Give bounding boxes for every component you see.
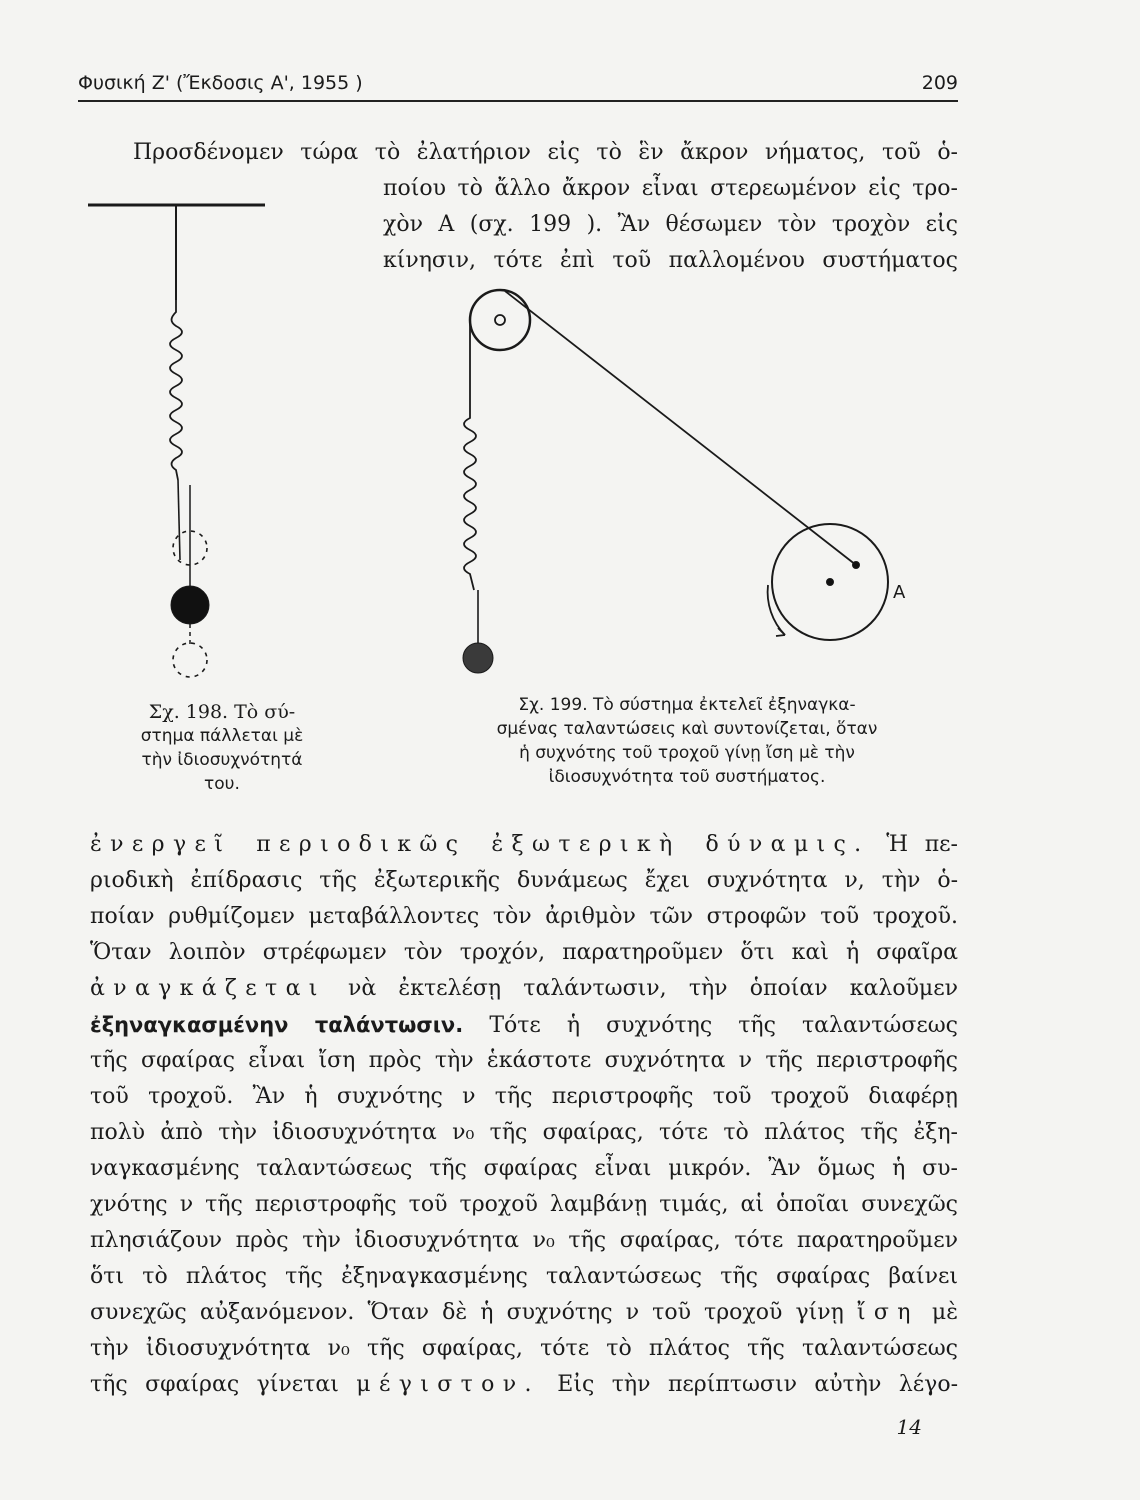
body-line-3: ποίαν ρυθμίζομεν μεταβάλλοντες τὸν ἀριθμὸν τῶν στροφῶν τοῦ τροχοῦ. bbox=[90, 904, 958, 929]
pulley-axle bbox=[495, 315, 505, 325]
caption-198 bbox=[122, 700, 322, 796]
spring-coil bbox=[170, 300, 182, 480]
caption-198-line-1: Σχ. 198. Τὸ σύ- bbox=[148, 701, 296, 723]
intro-line-4: κίνησιν, τότε ἐπὶ τοῦ παλλομένου συστήματος bbox=[383, 248, 958, 273]
crank-pin bbox=[853, 562, 860, 569]
intro-line-3: χὸν Α (σχ. 199 ). Ἂν θέσωμεν τὸν τροχὸν εἰς bbox=[383, 212, 958, 237]
wheel-center bbox=[827, 579, 834, 586]
thread-to-wheel bbox=[505, 291, 856, 565]
ball-lower-ghost bbox=[173, 643, 207, 677]
body-line-2: ριοδικὴ ἐπίδρασις τῆς ἐξωτερικῆς δυνάμεως ἔχει συχνότητα ν, τὴν ὁ- bbox=[90, 868, 958, 893]
body-line-8: τοῦ τροχοῦ. Ἂν ἡ συχνότης ν τῆς περιστροφῆς τοῦ τροχοῦ διαφέρῃ bbox=[90, 1084, 958, 1109]
body-line-12: πλησιάζουν πρὸς τὴν ἰδιοσυχνότητα ν₀ τῆς σφαίρας, τότε παρατηροῦμεν bbox=[90, 1228, 958, 1253]
wheel-label: Α bbox=[893, 582, 906, 603]
body-line-6: ἐξηναγκασμένην ταλάντωσιν. Τότε ἡ συχνότης τῆς ταλαντώσεως bbox=[90, 1013, 958, 1038]
caption-199-line-1: Σχ. 199. Τὸ σύστημα ἐκτελεῖ ἐξηναγκα- bbox=[518, 695, 856, 715]
bold-term: ἐξηναγκασμένην ταλάντωσιν. bbox=[90, 1013, 464, 1037]
spaced-word: ἴση bbox=[856, 1300, 919, 1325]
caption-198-line-3: τὴν ἰδιοσυχνότητά bbox=[141, 750, 303, 770]
body-line-14: συνεχῶς αὐξανόμενον. Ὅταν δὲ ἡ συχνότης ν τοῦ τροχοῦ γίνῃ ἴση μὲ bbox=[90, 1300, 959, 1325]
pulley bbox=[470, 290, 530, 350]
ball-199 bbox=[463, 643, 493, 673]
body-line-15: τὴν ἰδιοσυχνότητα ν₀ τῆς σφαίρας, τότε τὸ πλάτος τῆς ταλαντώσεως bbox=[90, 1336, 958, 1361]
spaced-word: ἀναγκάζεται bbox=[90, 976, 326, 1001]
intro-line-2: ποίου τὸ ἄλλο ἄκρον εἶναι στερεωμένον εἰς τρο- bbox=[383, 176, 958, 201]
caption-199 bbox=[462, 693, 912, 789]
signature-mark: 14 bbox=[896, 1415, 922, 1439]
caption-198-line-4: του. bbox=[204, 774, 240, 794]
spaced-phrase: ἐνεργεῖ περιοδικῶς ἐξωτερικὴ δύναμις. bbox=[90, 832, 870, 857]
intro-line-1: Προσδένομεν τώρα τὸ ἐλατήριον εἰς τὸ ἓν ἄκρον νήματος, τοῦ ὁ- bbox=[133, 140, 958, 165]
body-line-13: ὅτι τὸ πλάτος τῆς ἐξηναγκασμένης ταλαντώσεως τῆς σφαίρας βαίνει bbox=[90, 1264, 958, 1289]
body-line-16: τῆς σφαίρας γίνεται μέγιστον. Εἰς τὴν περίπτωσιν αὐτὴν λέγο- bbox=[90, 1372, 958, 1397]
body-line-7: τῆς σφαίρας εἶναι ἴση πρὸς τὴν ἑκάστοτε συχνότητα ν τῆς περιστροφῆς bbox=[90, 1048, 958, 1073]
body-line-4: Ὅταν λοιπὸν στρέφωμεν τὸν τροχόν, παρατηροῦμεν ὅτι καὶ ἡ σφαῖρα bbox=[90, 940, 958, 965]
body-line-11: χνότης ν τῆς περιστροφῆς τοῦ τροχοῦ λαμβάνῃ τιμάς, αἱ ὁποῖαι συνεχῶς bbox=[90, 1192, 958, 1217]
caption-198-line-2: στημα πάλλεται μὲ bbox=[140, 726, 304, 746]
body-line-10: ναγκασμένης ταλαντώσεως τῆς σφαίρας εἶναι μικρόν. Ἂν ὅμως ἡ συ- bbox=[90, 1156, 958, 1181]
caption-199-line-4: ἰδιοσυχνότητα τοῦ συστήματος. bbox=[548, 767, 826, 787]
spring-coil-199 bbox=[464, 400, 476, 590]
rotation-arrow bbox=[768, 585, 785, 635]
ball-solid bbox=[171, 586, 209, 624]
body-line-9: πολὺ ἀπὸ τὴν ἰδιοσυχνότητα ν₀ τῆς σφαίρας, τότε τὸ πλάτος τῆς ἐξη- bbox=[90, 1120, 958, 1145]
spaced-word: μέγιστον. bbox=[356, 1372, 540, 1397]
figure-199 bbox=[463, 290, 906, 673]
caption-199-line-3: ἡ συχνότης τοῦ τροχοῦ γίνῃ ἴση μὲ τὴν bbox=[519, 743, 855, 763]
caption-199-line-2: σμένας ταλαντώσεις καὶ συντονίζεται, ὅταν bbox=[496, 719, 878, 739]
body-line-1: ἐνεργεῖ περιοδικῶς ἐξωτερικὴ δύναμις. Ἡ πε- bbox=[90, 832, 958, 857]
figure-198 bbox=[88, 205, 265, 677]
body-line-5: ἀναγκάζεται νὰ ἐκτελέσῃ ταλάντωσιν, τὴν ὁποίαν καλοῦμεν bbox=[90, 976, 959, 1001]
page-number: 209 bbox=[921, 72, 958, 94]
header-title: Φυσική Ζ' (Ἔκδοσις Α', 1955 ) bbox=[78, 72, 363, 94]
